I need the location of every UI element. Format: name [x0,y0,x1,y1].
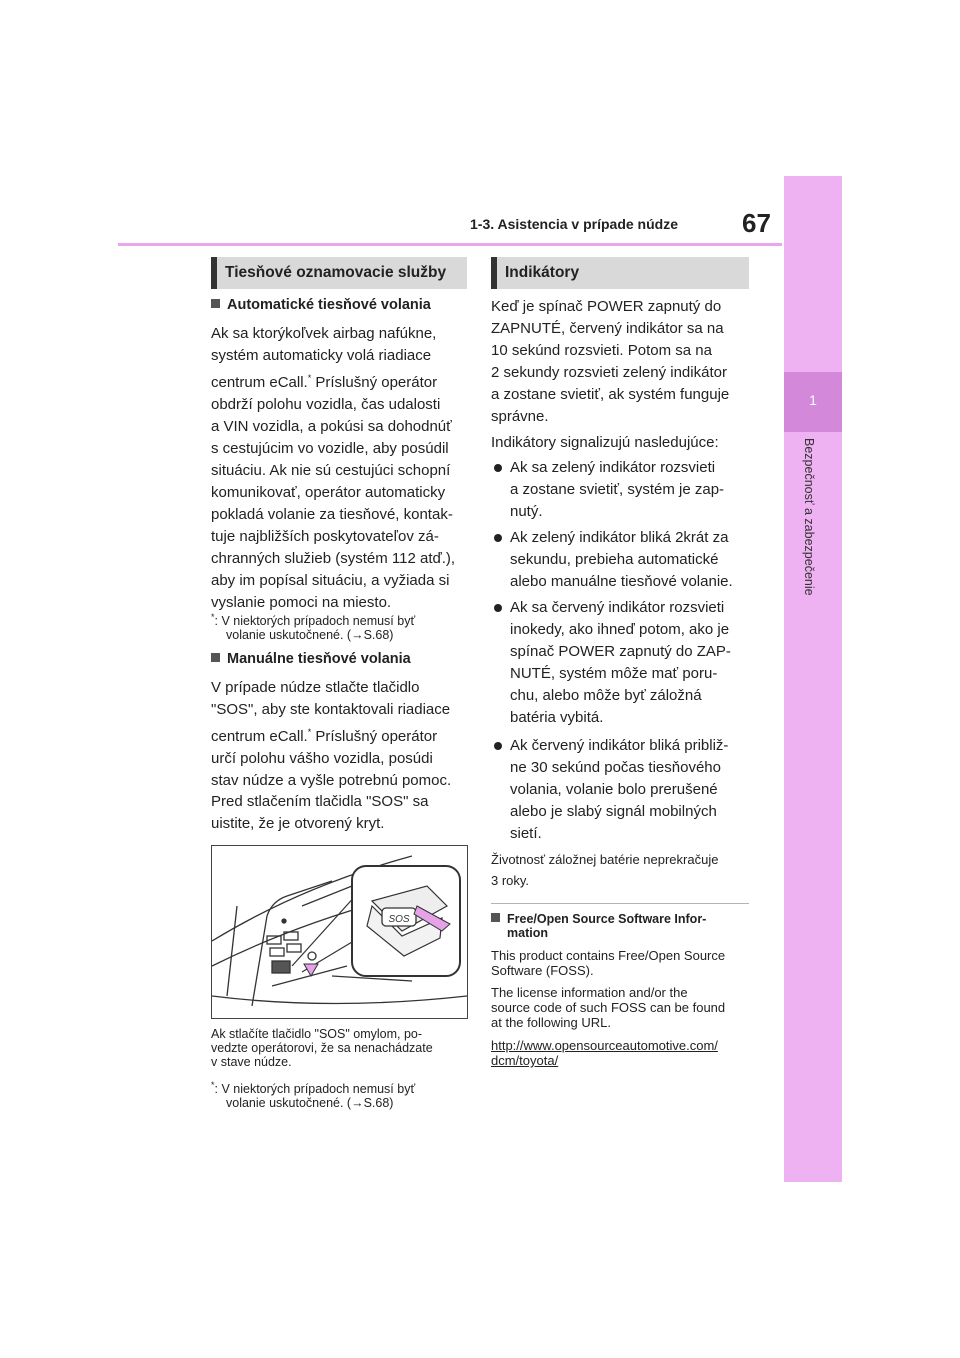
figure-caption: Ak stlačíte tlačidlo "SOS" omylom, po- vedzte operátorovi, že sa nenachádzate v stave núdze. [211,1027,433,1069]
sos-button-illustration [211,845,468,1019]
bullet-icon [494,742,502,750]
footnote-figure: *: V niektorých prípadoch nemusí byť volanie uskutočnené. (→S.68) [211,1080,416,1111]
foss-url-link[interactable]: http://www.opensourceautomotive.com/ dcm/toyota/ [491,1038,718,1068]
sos-label: SOS [388,914,410,925]
bullet-icon [494,464,502,472]
square-bullet-icon [211,653,220,662]
square-bullet-icon [211,299,220,308]
section-heading-emergency-services: Tiesňové oznamovacie služby [211,257,467,289]
automatic-calls-paragraph: Ak sa ktorýkoľvek airbag nafúkne, systém automaticky volá riadiace centrum eCall.* Príslušný operátor obdrží polohu vozidla, čas udalosti a VIN vozidla, a pokúsi sa dohodnúť s cestujúcim vo vozidle, aby posúdil situáciu. Ak nie sú cestujúci schopní komunikovať, operátor automaticky pokladá volanie za tiesňové, kontak- tuje najbližších poskytovateľov zá- chranných služieb (systém 112 atď.), aby im popísal situáciu, a vyžiada si vyslanie pomoci na miesto. [211,325,456,611]
square-bullet-icon [491,913,500,922]
subheading-automatic-calls: Automatické tiesňové volania [211,297,431,313]
foss-paragraph-2: The license information and/or the source code of such FOSS can be found at the following URL. [491,985,726,1030]
bullet-item: Ak sa zelený indikátor rozsvieti a zostane svietiť, systém je zap- nutý. [510,459,725,520]
manual-calls-paragraph: V prípade núdze stlačte tlačidlo "SOS", aby ste kontaktovali riadiace centrum eCall.* Príslušný operátor určí polohu vášho vozidla, posúdi stav núdze a vyšle potrebnú pomoc. [211,679,452,789]
manual-calls-note: Pred stlačením tlačidla "SOS" sa uistite, že je otvorený kryt. [211,793,429,832]
chapter-number: 1 [809,392,817,408]
battery-note: Životnosť záložnej batérie neprekračuje 3 roky. [491,852,719,888]
bullet-icon [494,534,502,542]
bullet-item: Ak červený indikátor bliká približ- ne 30 sekúnd počas tiesňového volania, volanie bolo prerušené alebo je slabý signál mobilných sietí. [510,737,729,842]
header-rule [118,243,782,246]
section-heading-indicators: Indikátory [491,257,749,289]
page-number: 67 [742,208,771,238]
bullet-item: Ak zelený indikátor bliká 2krát za sekundu, prebieha automatické alebo manuálne tiesňové volanie. [510,529,733,590]
foss-paragraph-1: This product contains Free/Open Source Software (FOSS). [491,948,726,978]
indicators-lead: Indikátory signalizujú nasledujúce: [491,434,719,451]
running-header-section-title: 1-3. Asistencia v prípade núdze [470,216,678,232]
bullet-icon [494,604,502,612]
indicators-intro: Keď je spínač POWER zapnutý do ZAPNUTÉ, červený indikátor sa na 10 sekúnd rozsvieti. Potom sa na 2 sekundy rozsvieti zelený indikátor a zostane svietiť, ak systém funguje správne. [491,298,730,425]
foss-heading: Free/Open Source Software Infor- mation [491,912,756,940]
chapter-title-vertical: Bezpečnosť a zabezpečenie [802,438,816,596]
footnote-auto: *: V niektorých prípadoch nemusí byť volanie uskutočnené. (→S.68) [211,612,416,643]
chapter-side-strip [784,176,842,1182]
subheading-manual-calls: Manuálne tiesňové volania [211,651,411,667]
bullet-item: Ak sa červený indikátor rozsvieti inokedy, ako ihneď potom, ako je spínač POWER zapnutý do ZAP- NUTÉ, systém môže mať poru- chu, alebo môže byť záložná batéria vybitá. [510,599,731,726]
divider [491,903,749,904]
